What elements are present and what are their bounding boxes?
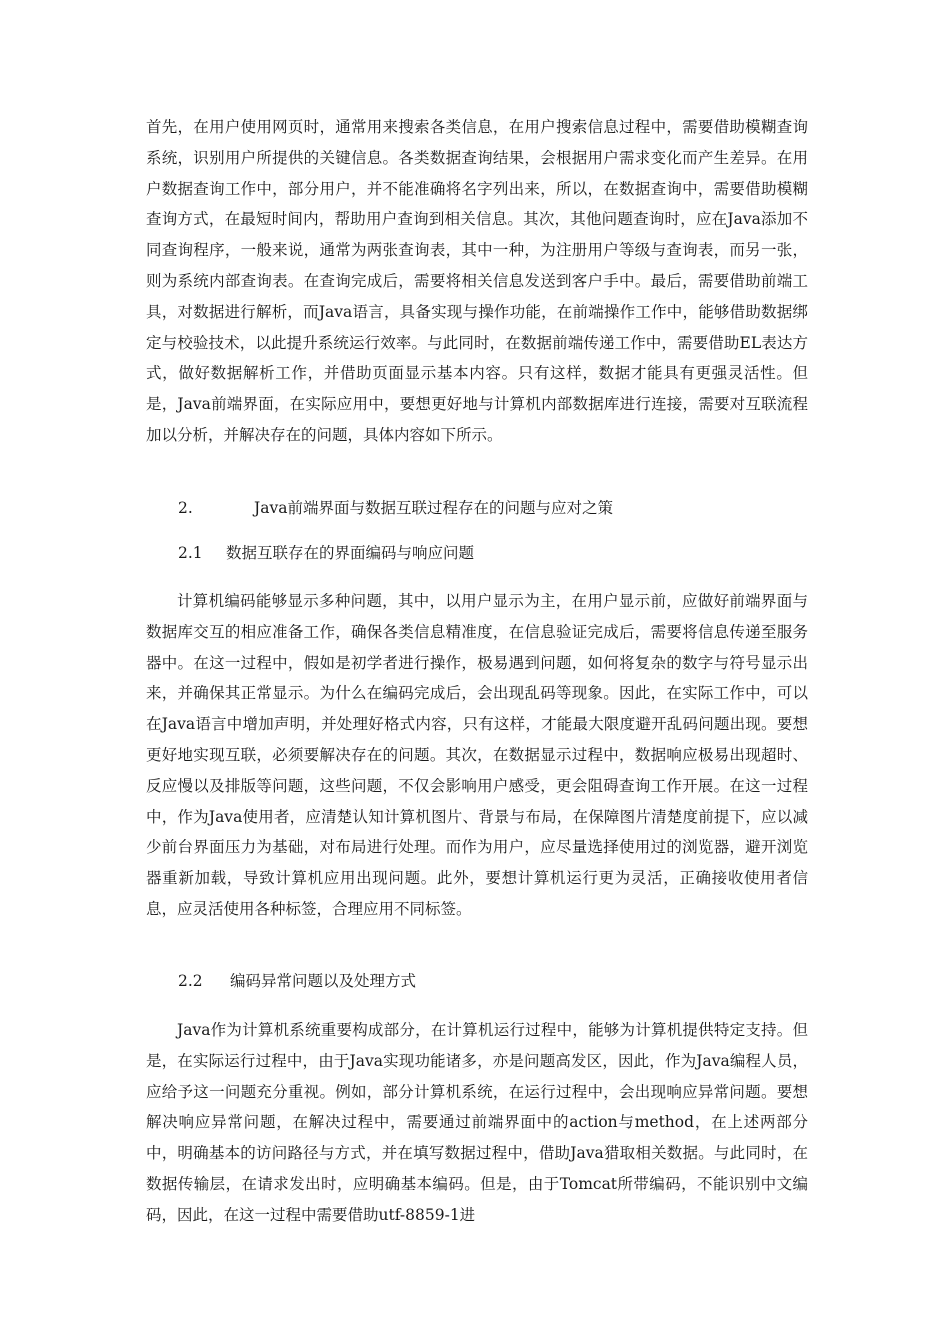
subsection-title: 数据互联存在的界面编码与响应问题: [226, 544, 475, 562]
subsection-title: 编码异常问题以及处理方式: [230, 972, 417, 990]
section-title: Java前端界面与数据互联过程存在的问题与应对之策: [254, 499, 613, 517]
subsection-number: 2.2: [178, 972, 203, 990]
subsection-heading-2-2: [178, 969, 416, 993]
body-paragraph-exception: Java作为计算机系统重要构成部分，在计算机运行过程中，能够为计算机提供特定支持。但是，在实际运行过程中，由于Java实现功能诸多，亦是问题高发区，因此，作为Java编程人员，应给予这一问题充分重视。例如，部分计算机系统，在运行过程中，会出现响应异常问题。要想解决响应异常问题，在解决过程中，需要通过前端界面中的action与method，在上述两部分中，明确基本的访问路径与方式，并在填写数据过程中，借助Java猎取相关数据。与此同时，在数据传输层，在请求发出时，应明确基本编码。但是，由于Tomcat所带编码，不能识别中文编码，因此，在这一过程中需要借助utf-8859-1进: [146, 1021, 808, 1224]
subsection-number: 2.1: [178, 544, 203, 562]
section-number: 2.: [178, 499, 193, 517]
body-paragraph-intro: 首先，在用户使用网页时，通常用来搜索各类信息，在用户搜索信息过程中，需要借助模糊查询系统，识别用户所提供的关键信息。各类数据查询结果，会根据用户需求变化而产生差异。在用户数据查询工作中，部分用户，并不能准确将名字列出来，所以，在数据查询中，需要借助模糊查询方式，在最短时间内，帮助用户查询到相关信息。其次，其他问题查询时，应在Java添加不同查询程序，一般来说，通常为两张查询表，其中一种，为注册用户等级与查询表，而另一张，则为系统内部查询表。在查询完成后，需要将相关信息发送到客户手中。最后，需要借助前端工具，对数据进行解析，而Java语言，具备实现与操作功能，在前端操作工作中，能够借助数据绑定与校验技术，以此提升系统运行效率。与此同时，在数据前端传递工作中，需要借助EL表达方式，做好数据解析工作，并借助页面显示基本内容。只有这样，数据才能具有更强灵活性。但是，Java前端界面，在实际应用中，要想更好地与计算机内部数据库进行连接，需要对互联流程加以分析，并解决存在的问题，具体内容如下所示。: [146, 118, 808, 444]
body-paragraph-encoding: 计算机编码能够显示多种问题，其中，以用户显示为主，在用户显示前，应做好前端界面与数据库交互的相应准备工作，确保各类信息精准度，在信息验证完成后，需要将信息传递至服务器中。在这一过程中，假如是初学者进行操作，极易遇到问题，如何将复杂的数字与符号显示出来，并确保其正常显示。为什么在编码完成后，会出现乱码等现象。因此，在实际工作中，可以在Java语言中增加声明，并处理好格式内容，只有这样，才能最大限度避开乱码问题出现。要想更好地实现互联，必须要解决存在的问题。其次，在数据显示过程中，数据响应极易出现超时、反应慢以及排版等问题，这些问题，不仅会影响用户感受，更会阻碍查询工作开展。在这一过程中，作为Java使用者，应清楚认知计算机图片、背景与布局，在保障图片清楚度前提下，应以减少前台界面压力为基础，对布局进行处理。而作为用户，应尽量选择使用过的浏览器，避开浏览器重新加载，导致计算机应用出现问题。此外，要想计算机运行更为灵活，正确接收使用者信息，应灵活使用各种标签，合理应用不同标签。: [146, 592, 808, 918]
section-heading-2: [178, 496, 613, 520]
subsection-heading-2-1: [178, 541, 474, 565]
